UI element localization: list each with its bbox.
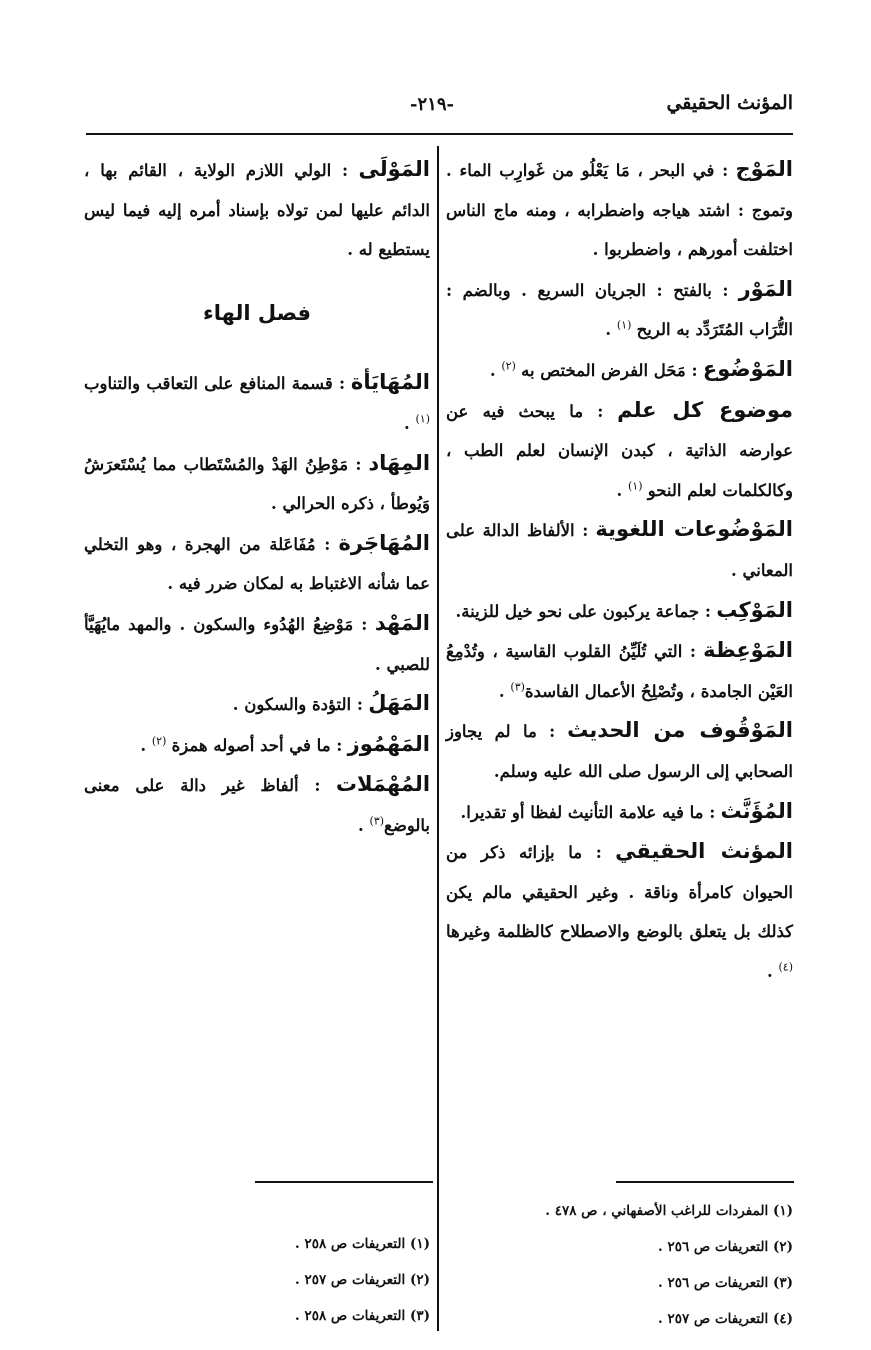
period: . [403,413,416,433]
entry-term: المَوْج [735,157,793,181]
entry-definition: : قسمة المنافع على التعاقب والتناوب [84,374,346,394]
entry-mawla [84,150,430,270]
entry-mawj [446,150,793,270]
period: . [498,681,511,701]
entry-definition: : جماعة يركبون على نحو خيل للزينة. [455,601,711,621]
page-number: -٢١٩- [410,94,454,115]
running-head: المؤنث الحقيقي [666,92,793,114]
footnote-mark: (٣) [510,680,525,694]
footnote: (٢) التعريفات ص ٢٥٦ . [658,1239,793,1255]
entry-definition: : بالفتح : الجريان السريع . وبالضم : التُّرَاب المُتَرَدِّد به الريح [446,280,793,340]
footnote-mark: (٤) [778,960,793,974]
footnote: (٤) التعريفات ص ٢٥٧ . [658,1311,793,1327]
period: . [358,815,370,835]
entry-term: موضوع كل علم [617,397,794,422]
entry-definition: : مَحَل الفرض المختص به [521,360,698,380]
footnote: (١) المفردات للراغب الأصفهاني ، ص ٤٧٨ . [545,1203,793,1219]
footnotes-left [84,1226,430,1334]
entry-mahd [84,604,430,684]
entry-term: المؤنث الحقيقي [615,839,794,864]
left-column [84,150,430,846]
entry-term: المَوْضُوع [702,356,793,381]
column-divider [437,146,439,1331]
entry-term: المَهَلُ [368,691,430,716]
right-column [446,150,793,991]
period: . [766,961,779,981]
footnote: (١) التعريفات ص ٢٥٨ . [295,1236,430,1252]
footnotes-right [446,1193,793,1337]
footnote-mark: (١) [627,479,643,493]
header-rule [86,133,793,135]
entry-definition: : في البحر ، مَا يَعْلُو من غَوارِب الماء . وتموج : اشتد هياجه واضطرابه ، ومنه ماج الناس اختلفت أمورهم ، واضطربوا . [446,161,793,260]
entry-term: المُهَايَأة [350,370,430,395]
entry-definition: : الولي اللازم الولاية ، القائم بها ، الدائم عليها لمن تولاه بإسناد أمره إليه فيما ليس يستطيع له . [84,161,430,260]
period: . [489,360,502,380]
entry-term: المَوْر [738,276,793,301]
entry-mawr [446,270,793,350]
entry-definition: : مُفَاعَلة من الهجرة ، وهو التخلي عما شأنه الاغتباط به لمكان ضرر فيه . [84,534,430,594]
entry-definition: : ما يبحث فيه عن عوارضه الذاتية ، كبدن الإنسان لعلم الطب ، وكالكلمات لعلم النحو [446,401,793,500]
entry-term: المِهَاد [368,450,431,475]
entry-definition: : ما في أحد أصوله همزة [171,735,343,755]
entry-muannath-haqiqi [446,832,793,991]
entry-muannath [446,792,793,833]
entry-mahmuz [84,725,430,766]
footnote-mark: (٢) [151,734,167,748]
entry-term: المُهْمَلات [335,772,431,797]
entry-mawkib [446,591,793,632]
entry-term: المَوْكِب [716,597,793,622]
period: . [605,320,617,340]
period: . [616,480,628,500]
section-title: فصل الهاء [202,300,312,325]
footnote-mark: (٣) [369,814,385,828]
entry-term: المُؤَنَّث [720,798,793,823]
entry-mihad [84,444,430,524]
entry-term: المَوْعِظة [703,638,793,663]
footnote-mark: (١) [616,318,632,332]
entry-mawiza [446,631,793,711]
entry-mawduat-lughawiya [446,510,793,590]
entry-definition: : ما لم يجاوز الصحابي إلى الرسول صلى الله عليه وسلم. [446,722,793,781]
entry-mawquf [446,711,793,791]
footnote-mark: (١) [415,412,430,426]
entry-definition: : ألفاظ غير دالة على معنى بالوضع [84,776,430,835]
entry-mahl [84,684,430,725]
entry-definition: : الألفاظ الدالة على المعاني . [446,521,793,580]
footnote-rule-left [255,1181,433,1183]
period: . [140,735,152,755]
entry-definition: : التؤدة والسكون . [232,695,363,715]
footnote: (٣) التعريفات ص ٢٥٦ . [658,1275,793,1291]
entry-definition: : التي تُلَيِّنُ القلوب القاسية ، وتُدْمِعُ العَيْن الجامدة ، وتُصْلِحُ الأعمال الفاسدة [446,642,793,701]
entry-term: المَوْلَى [358,157,430,181]
entry-definition: : مَوْضِعُ الهُدُوء والسكون . والمهد مايُهَيَّأ للصبي . [84,614,430,674]
entry-term: المَهْمُوز [347,731,430,756]
entry-definition: : مَوْطِنُ الهَدْ والمُسْتَطاب مما يُسْتَعرَشُ وَيُوطأ ، ذكره الحرالي . [84,454,430,514]
footnote: (٢) التعريفات ص ٢٥٧ . [295,1272,430,1288]
entry-muhmalat [84,765,430,845]
entry-term: المَوْضُوعات اللغوية [595,517,793,542]
entry-mawdu-kull-ilm [446,391,793,511]
footnote: (٣) التعريفات ص ٢٥٨ . [295,1308,430,1324]
entry-term: المَهْد [374,610,430,635]
footnote-rule-right [616,1181,794,1183]
entry-definition: : ما فيه علامة التأنيث لفظا أو تقديرا. [460,802,716,822]
entry-definition: : ما بإزائه ذكر من الحيوان كامرأة وناقة . وغير الحقيقي مالم يكن كذلك بل يتعلق بالوضع والاصطلاح كالظلمة وغيرها [446,843,793,942]
footnote-mark: (٢) [501,359,516,373]
entry-muhajara [84,524,430,604]
entry-term: المَوْقُوف من الحديث [567,718,794,743]
entry-muhaya [84,363,430,443]
entry-mawdu [446,350,793,391]
entry-term: المُهَاجَرة [338,530,430,555]
